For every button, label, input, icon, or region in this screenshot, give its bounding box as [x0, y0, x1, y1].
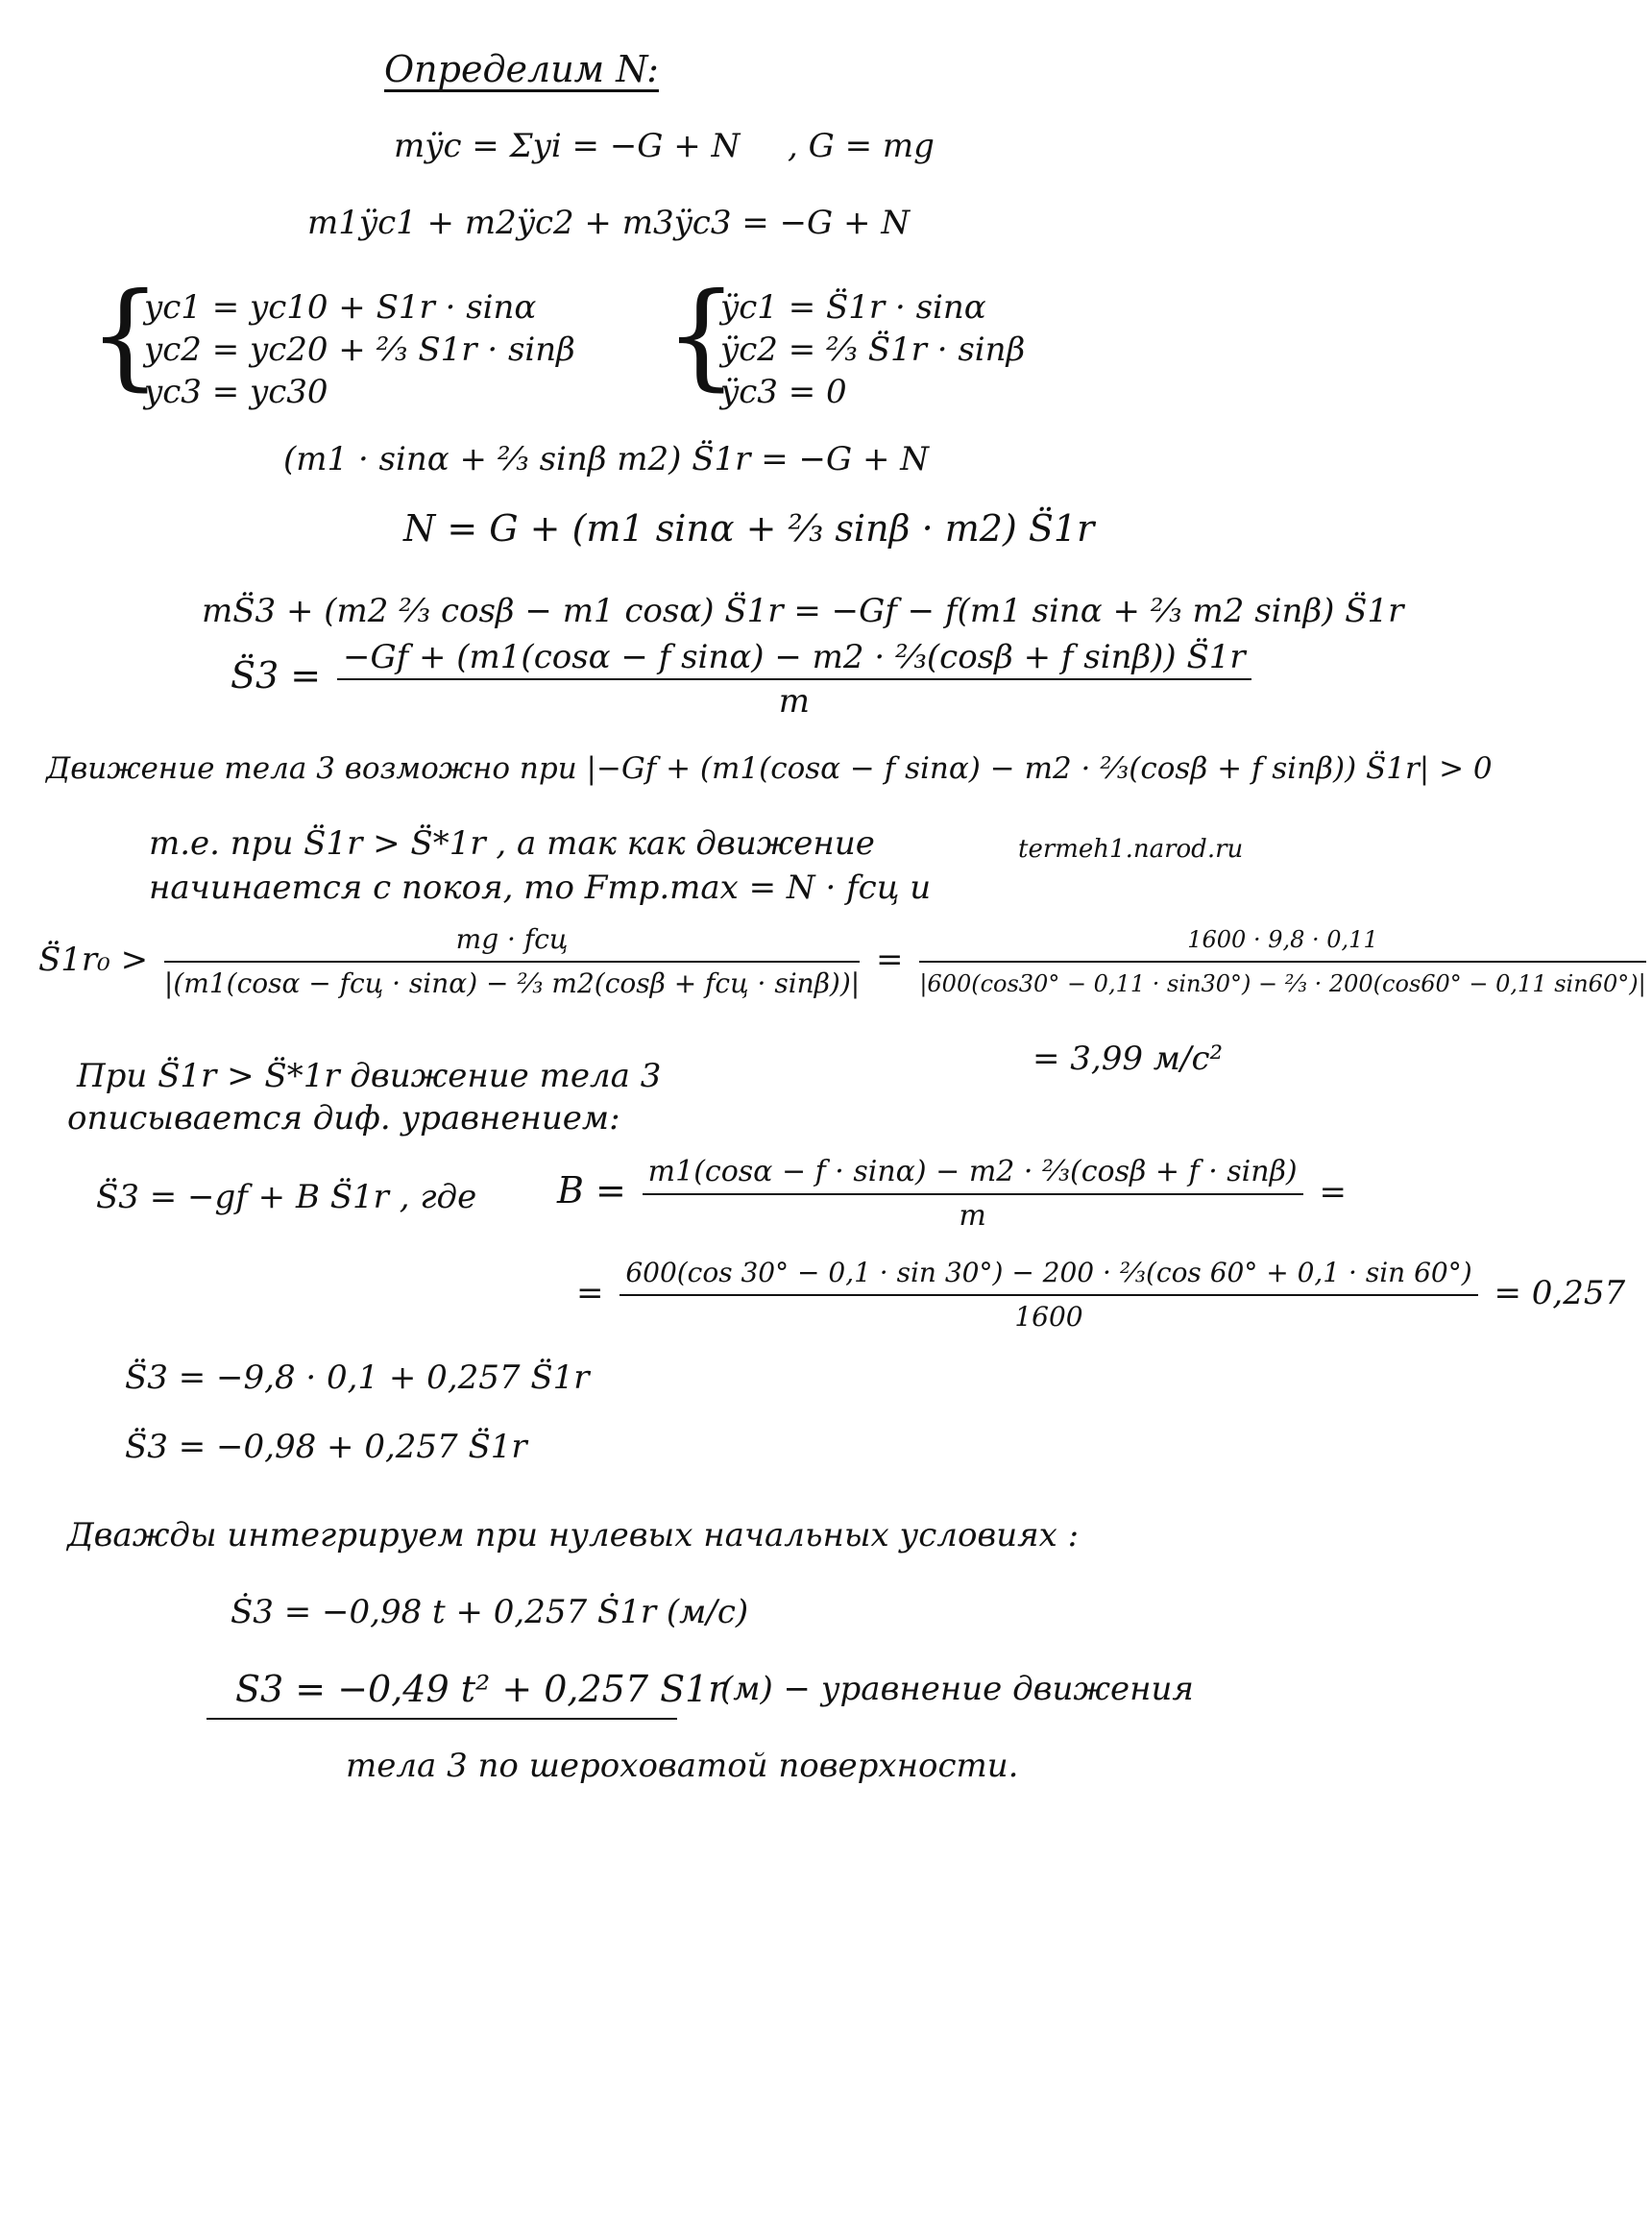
begins-line: начинается с покоя, то Fтр.max = N · fсц и — [149, 869, 932, 907]
position-unit: (м) − уравнение движения — [720, 1670, 1194, 1708]
inequality-lhs: S̈1r₀ > — [38, 941, 149, 979]
equation-n: N = G + (m1 sinα + ⅔ sinβ · m2) S̈1r — [403, 507, 1095, 550]
b2-result: = 0,257 — [1494, 1274, 1626, 1312]
s3-numerator: −Gf + (m1(cosα − f sinα) − m2 · ⅔(cosβ + f sinβ)) S̈1r — [337, 638, 1251, 680]
s3-denominator: m — [778, 682, 810, 721]
b-tail: = — [1319, 1173, 1347, 1211]
system-right-1: ÿc1 = S̈1r · sinα — [720, 288, 986, 327]
system-left-1: yc1 = yc10 + S1r · sinα — [144, 288, 537, 327]
inequality-denominator-1: |(m1(cosα − fсц · sinα) − ⅔ m2(cosβ + fсц · sinβ))| — [163, 967, 861, 999]
left-system-brace: { — [88, 269, 162, 403]
system-right-3: ÿc3 = 0 — [720, 373, 847, 411]
system-left-3: yc3 = yc30 — [144, 373, 328, 411]
equation-g: , G = mg — [788, 127, 935, 165]
integrate-text: Дважды интегрируем при нулевых начальных условиях : — [67, 1516, 1080, 1554]
b-numerator: m1(cosα − f · sinα) − m2 · ⅔(cosβ + f · sinβ) — [643, 1153, 1303, 1195]
position-equation: S3 = −0,49 t² + 0,257 S1r — [235, 1668, 726, 1710]
site-watermark: termeh1.narod.ru — [1018, 835, 1244, 864]
s3-fraction — [337, 638, 1251, 721]
motion-possible-text: Движение тела 3 возможно при |−Gf + (m1(cosα − f sinα) − m2 · ⅔(cosβ + f sinβ)) S̈1r| > 0 — [46, 751, 1493, 786]
diff-equation: S̈3 = −gf + B S̈1r , где — [96, 1178, 477, 1216]
equation-sum: m1ÿc1 + m2ÿc2 + m3ÿc3 = −G + N — [307, 204, 911, 242]
velocity-equation: Ṡ3 = −0,98 t + 0,257 Ṡ1r (м/с) — [231, 1593, 749, 1631]
s3-calc-2: S̈3 = −0,98 + 0,257 S̈1r — [125, 1428, 527, 1466]
when-line-1: При S̈1r > S̈*1r движение тела 3 — [77, 1057, 662, 1095]
position-underline — [206, 1718, 677, 1720]
b2-denominator: 1600 — [1014, 1301, 1083, 1333]
equals-sign: = — [876, 941, 904, 979]
s3-formula — [231, 638, 1257, 721]
te-line: т.е. при S̈1r > S̈*1r , а так как движение — [149, 824, 875, 863]
equation-motion: mS̈3 + (m2 ⅔ cosβ − m1 cosα) S̈1r = −Gf − f(m1 sinα + ⅔ m2 sinβ) S̈1r — [202, 592, 1404, 630]
inequality-denominator-2: |600(cos30° − 0,11 · sin30°) − ⅔ · 200(cos60° − 0,11 sin60°)| — [919, 970, 1646, 997]
b-fraction — [643, 1153, 1303, 1236]
s3-lhs: S̈3 = — [231, 654, 322, 697]
b2-fraction — [620, 1254, 1477, 1336]
heading: Определим N: — [384, 48, 659, 90]
inequality-fraction-2 — [919, 920, 1645, 1003]
inequality — [38, 920, 1652, 1003]
system-left-2: yc2 = yc20 + ⅔ S1r · sinβ — [144, 330, 575, 369]
system-right-2: ÿc2 = ⅔ S̈1r · sinβ — [720, 330, 1026, 369]
inequality-numerator-2: 1600 · 9,8 · 0,11 — [919, 920, 1645, 963]
final-line: тела 3 по шероховатой поверхности. — [346, 1747, 1019, 1785]
b2-numerator: 600(cos 30° − 0,1 · sin 30°) − 200 · ⅔(cos 60° + 0,1 · sin 60°) — [620, 1254, 1477, 1296]
equation-main: mÿc = Σyi = −G + N — [394, 127, 741, 165]
inequality-result: = 3,99 м/с² — [1032, 1040, 1224, 1078]
equation-combined: (m1 · sinα + ⅔ sinβ m2) S̈1r = −G + N — [283, 440, 930, 478]
b2-equals: = — [576, 1274, 604, 1312]
b-lhs: B = — [557, 1169, 626, 1211]
b-formula — [557, 1153, 1347, 1236]
right-system-brace: { — [665, 269, 739, 403]
b-evaluated — [576, 1254, 1625, 1336]
inequality-numerator-1: mg · fсц — [164, 920, 860, 963]
s3-calc-1: S̈3 = −9,8 · 0,1 + 0,257 S̈1r — [125, 1358, 590, 1397]
when-line-2: описывается диф. уравнением: — [67, 1099, 620, 1138]
inequality-fraction-1 — [164, 920, 860, 1003]
b-denominator: m — [959, 1199, 986, 1233]
